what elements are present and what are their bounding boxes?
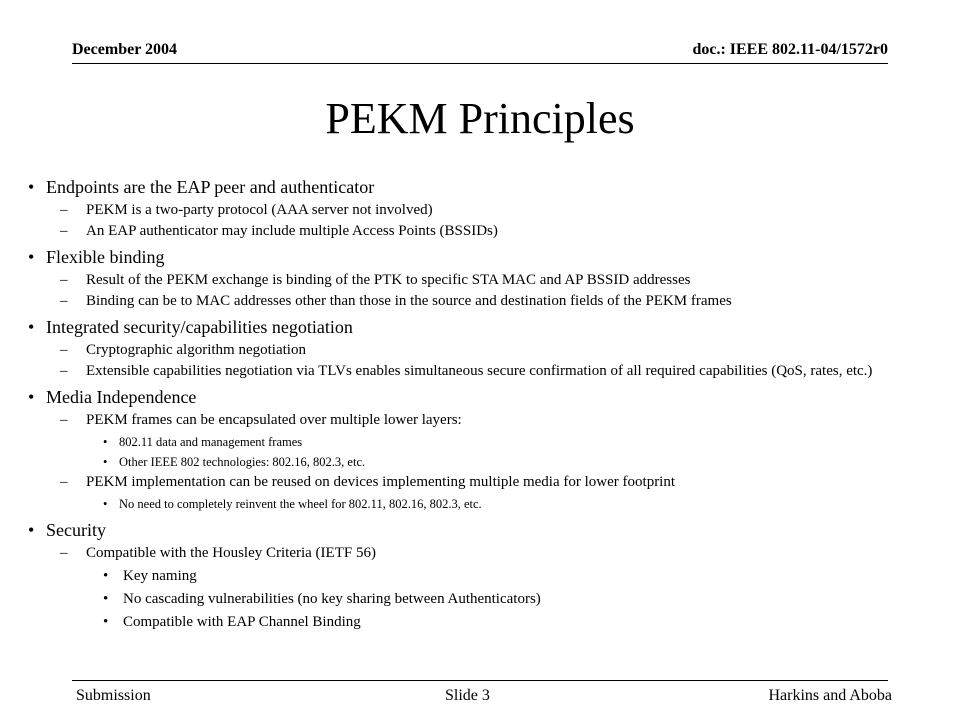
sub-bullet: – PEKM is a two-party protocol (AAA server not involved)	[60, 203, 888, 218]
footer-rule	[72, 680, 888, 681]
sub-bullet: – PEKM frames can be encapsulated over multiple lower layers:	[60, 413, 888, 428]
sub-sub-bullet: • Other IEEE 802 technologies: 802.16, 802.3, etc.	[103, 454, 888, 470]
sub-sub-bullet: • No need to completely reinvent the wheel for 802.11, 802.16, 802.3, etc.	[103, 496, 888, 512]
header-rule	[72, 63, 888, 64]
sub-bullet: – PEKM implementation can be reused on devices implementing multiple media for lower footprint	[60, 475, 888, 490]
sub-sub-bullet: • 802.11 data and management frames	[103, 434, 888, 450]
bullet-security: • Security	[28, 519, 888, 541]
slide-content	[28, 176, 888, 636]
sub-bullet: – An EAP authenticator may include multiple Access Points (BSSIDs)	[60, 224, 888, 239]
bullet-integrated-security: • Integrated security/capabilities negotiation	[28, 316, 888, 338]
sub-bullet: – Extensible capabilities negotiation via TLVs enables simultaneous secure confirmation of all required capabilities (QoS, rates, etc.)	[60, 364, 888, 379]
sub-bullet: – Cryptographic algorithm negotiation	[60, 343, 888, 358]
bullet-endpoints: • Endpoints are the EAP peer and authenticator	[28, 176, 888, 198]
footer-slide-number: Slide 3	[445, 687, 490, 704]
sub-bullet: – Result of the PEKM exchange is binding of the PTK to specific STA MAC and AP BSSID addresses	[60, 273, 888, 288]
header-date: December 2004	[72, 41, 177, 58]
sub-bullet: – Binding can be to MAC addresses other than those in the source and destination fields of the PEKM frames	[60, 294, 888, 309]
slide-title: PEKM Principles	[325, 94, 635, 143]
footer-submission: Submission	[76, 687, 151, 704]
sub-sub-bullet: • No cascading vulnerabilities (no key sharing between Authenticators)	[103, 590, 888, 608]
sub-sub-bullet: • Compatible with EAP Channel Binding	[103, 613, 888, 631]
sub-bullet: – Compatible with the Housley Criteria (IETF 56)	[60, 546, 888, 561]
bullet-flexible-binding: • Flexible binding	[28, 246, 888, 268]
header-doc-id: doc.: IEEE 802.11-04/1572r0	[692, 41, 888, 58]
bullet-media-independence: • Media Independence	[28, 386, 888, 408]
sub-sub-bullet: • Key naming	[103, 567, 888, 585]
footer-authors: Harkins and Aboba	[768, 687, 892, 704]
